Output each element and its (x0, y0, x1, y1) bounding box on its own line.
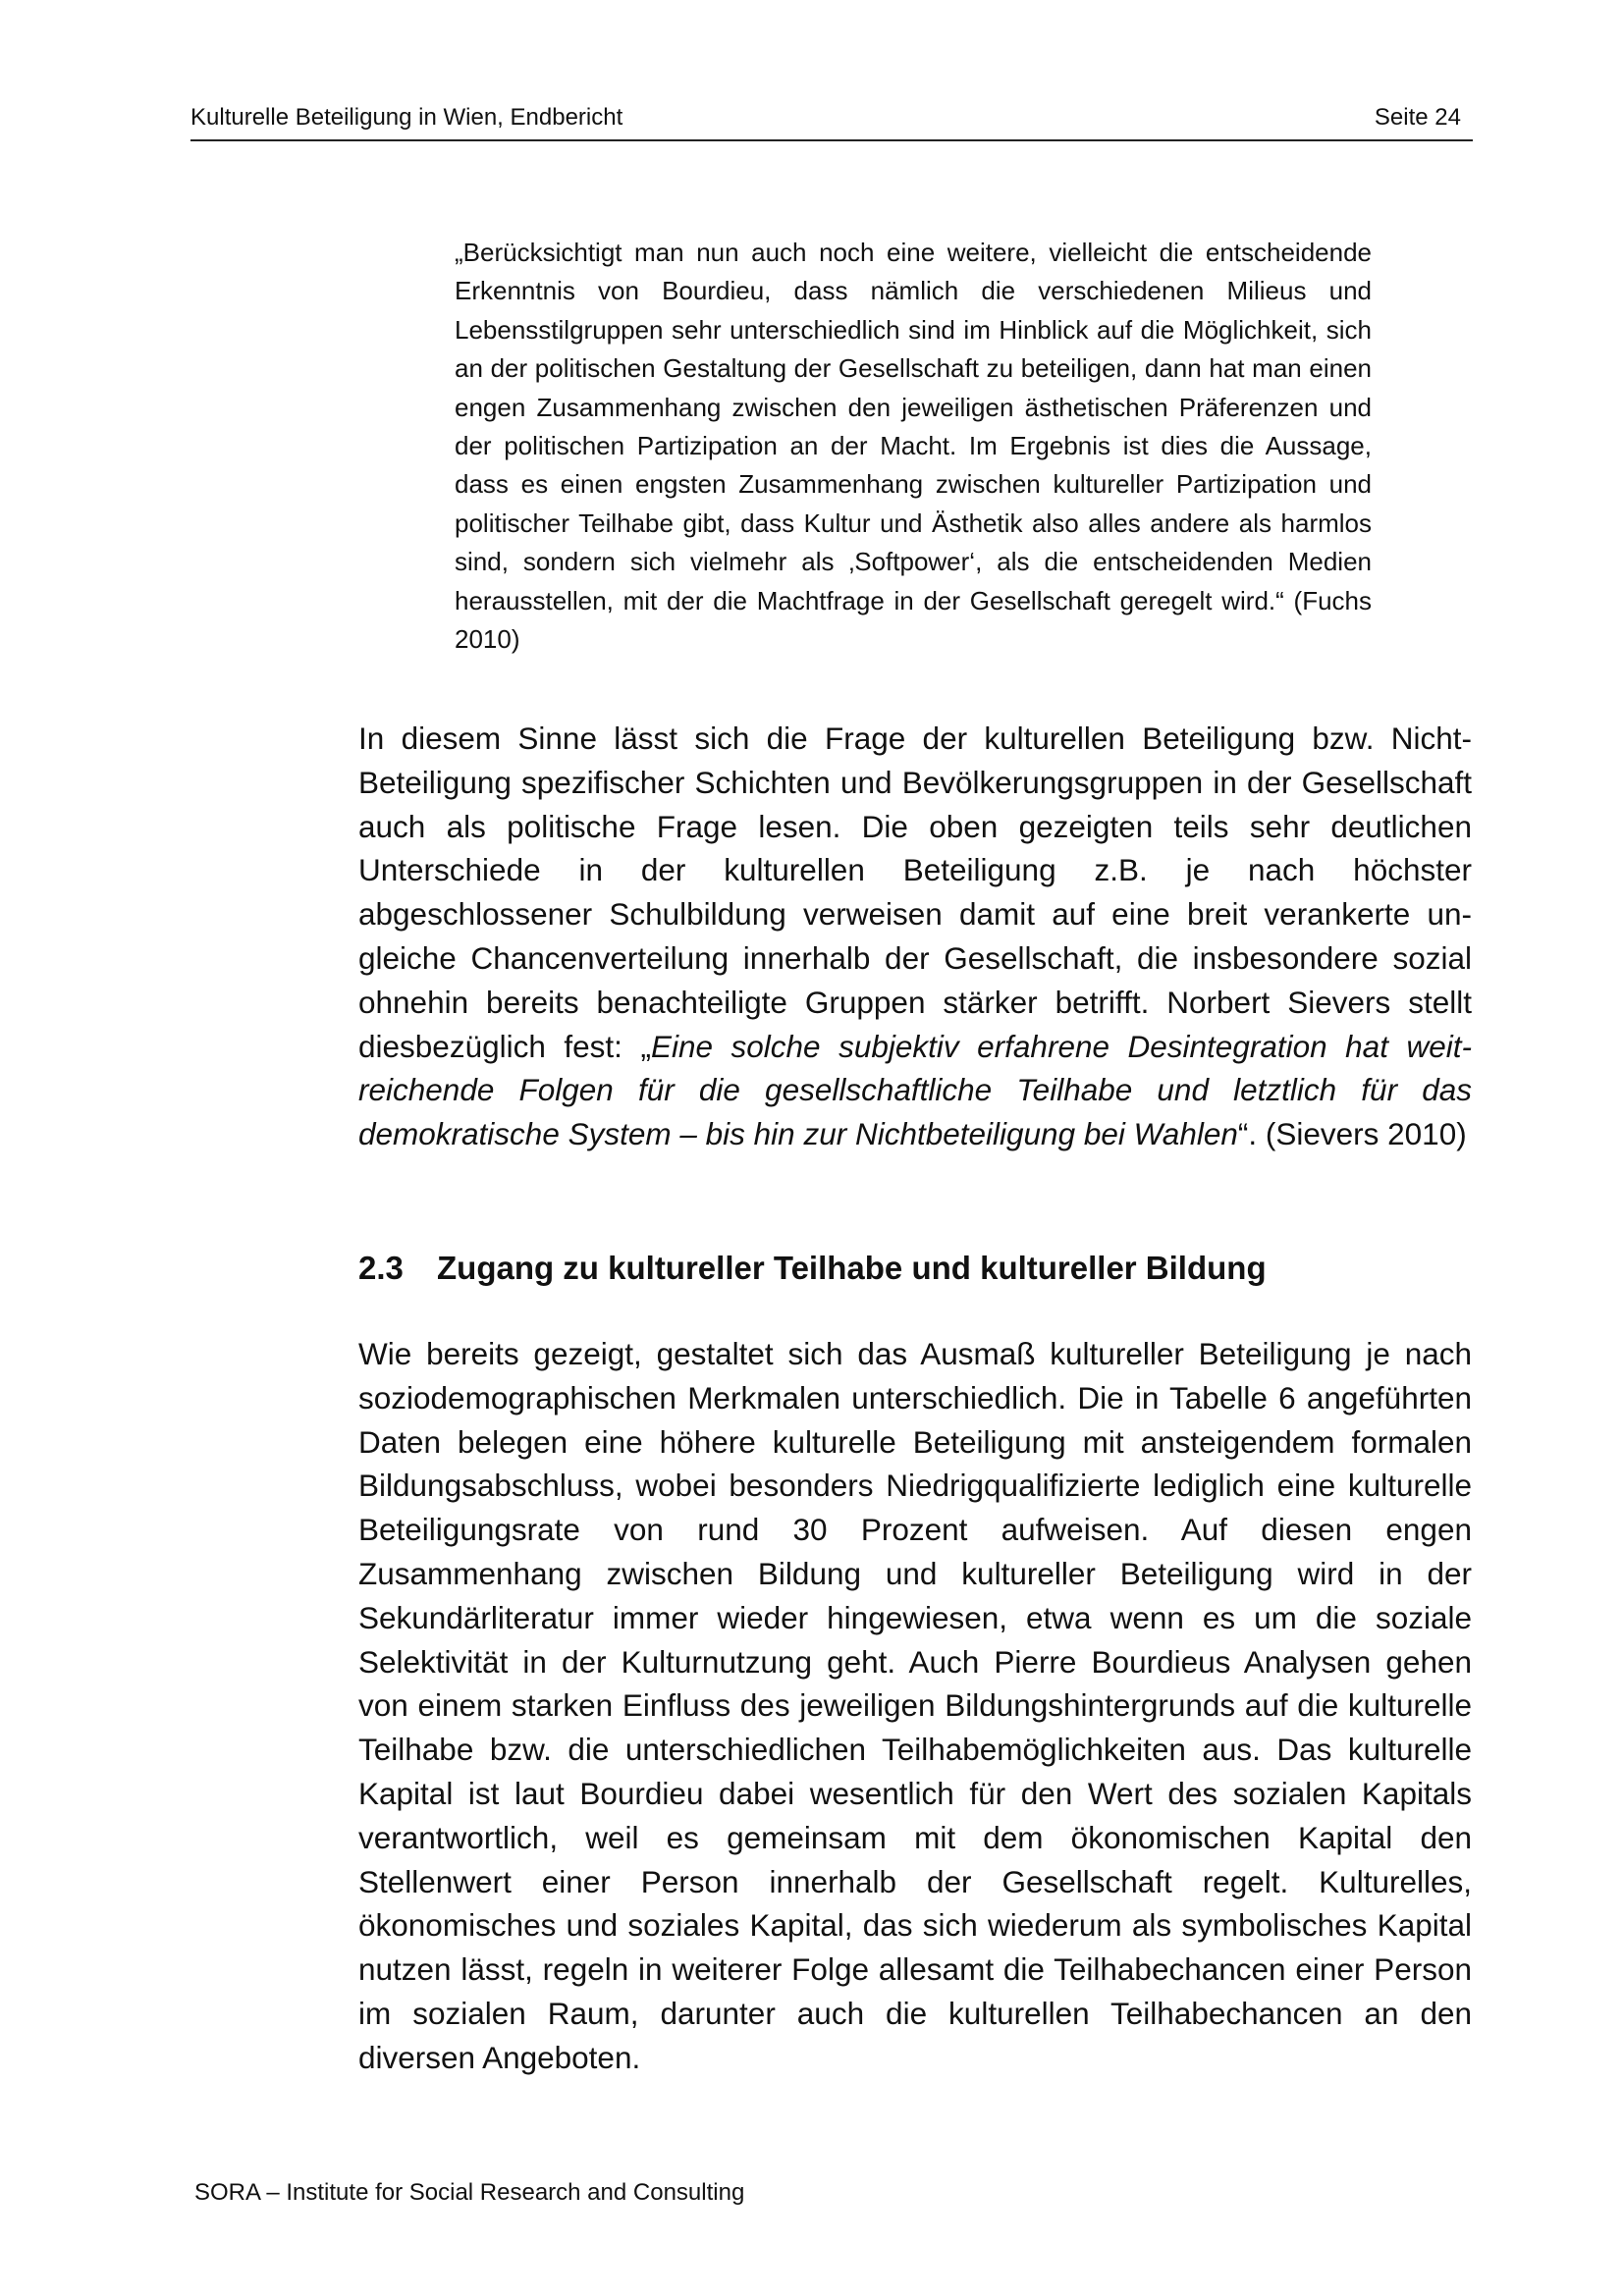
page-header (190, 102, 1473, 141)
block-quote: „Berücksichtigt man nun auch noch eine weitere, vielleicht die entscheidende Erkenntnis von Bourdieu, dass nämlich die verschiedenen Milieus und Lebensstilgruppen sehr unterschiedlich sind im Hinblick auf die Möglichkeit, sich an der politischen Gestaltung der Gesellschaft zu beteiligen, dann hat man einen engen Zusammenhang zwischen den jeweiligen ästhetischen Präferenzen und der politischen Partizipation an der Macht. Im Ergebnis ist dies die Aussage, dass es einen engsten Zusammenhang zwischen kultureller Partizipation und politischer Teilhabe gibt, dass Kultur und Ästhetik also alles andere als harmlos sind, sondern sich vielmehr als ‚Softpower‘, als die entscheidenden Medien herausstellen, mit der die Machtfrage in der Gesellschaft geregelt wird.“ (Fuchs 2010) (455, 238, 1372, 655)
paragraph-1-citation: “. (Sievers 2010) (1237, 1116, 1467, 1152)
section-title: Zugang zu kultureller Teilhabe und kultureller Bildung (437, 1250, 1267, 1286)
section-heading (358, 1247, 1472, 1290)
body-paragraph-2: Wie bereits gezeigt, gestaltet sich das Ausmaß kultureller Beteiligung je nach soziodemographischen Merkmalen unterschiedlich. Die in Tabelle 6 angeführten Daten belegen eine höhere kulturelle Beteiligung mit ansteigendem formalen Bildungsabschluss, wobei besonders Niedrigqualifizierte lediglich eine kulturelle Beteiligungsrate von rund 30 Prozent aufweisen. Auf diesen engen Zusammenhang zwischen Bildung und kultureller Beteiligung wird in der Sekundärliteratur immer wieder hingewiesen, etwa wenn es um die soziale Selektivität in der Kulturnutzung geht. Auch Pierre Bourdieus Analysen gehen von einem starken Einfluss des jeweiligen Bildungshintergrunds auf die kulturelle Teilhabe bzw. die unterschiedlichen Teilhabemöglichkeiten aus. Das kulturelle Kapital ist laut Bourdieu dabei wesentlich für den Wert des sozialen Kapitals verantwortlich, weil es gemeinsam mit dem ökonomischen Kapital den Stellenwert einer Person innerhalb der Gesellschaft regelt. Kulturelles, ökonomisches und soziales Kapital, das sich wiederum als symbolisches Kapital nutzen lässt, regeln in weiterer Folge allesamt die Teilhabechancen einer Person im sozialen Raum, darunter auch die kulturellen Teilhabechancen an den diversen Angeboten. (358, 1336, 1472, 2075)
paragraph-1-text: In diesem Sinne lässt sich die Frage der kulturellen Beteiligung bzw. Nicht-Beteiligung spezifischer Schichten und Bevölkerungsgruppen in der Gesellschaft auch als politische Frage lesen. Die oben gezeigten teils sehr deutlichen Unterschiede in der kulturellen Beteiligung z.B. je nach höchster abgeschlossener Schulbildung verweisen damit auf eine breit verankerte ungleiche Chancenverteilung innerhalb der Gesellschaft, die insbesondere sozial ohnehin bereits benachteiligte Gruppen stärker betrifft. Norbert Sievers stellt diesbezüglich fest: „ (358, 721, 1472, 1064)
header-title: Kulturelle Beteiligung in Wien, Endbericht (190, 104, 623, 131)
page-number: Seite 24 (1374, 104, 1461, 131)
body-paragraph-1 (358, 717, 1472, 1156)
page-footer: SORA – Institute for Social Research and Consulting (194, 2179, 745, 2206)
section-number: 2.3 (358, 1250, 404, 1286)
sievers-quote: Eine solche subjektiv erfahrene Desintegration hat weitreichende Folgen für die gesellschaftliche Teilhabe und letztlich für das demokratische System – bis hin zur Nichtbeteiligung bei Wahlen (358, 1028, 1472, 1152)
